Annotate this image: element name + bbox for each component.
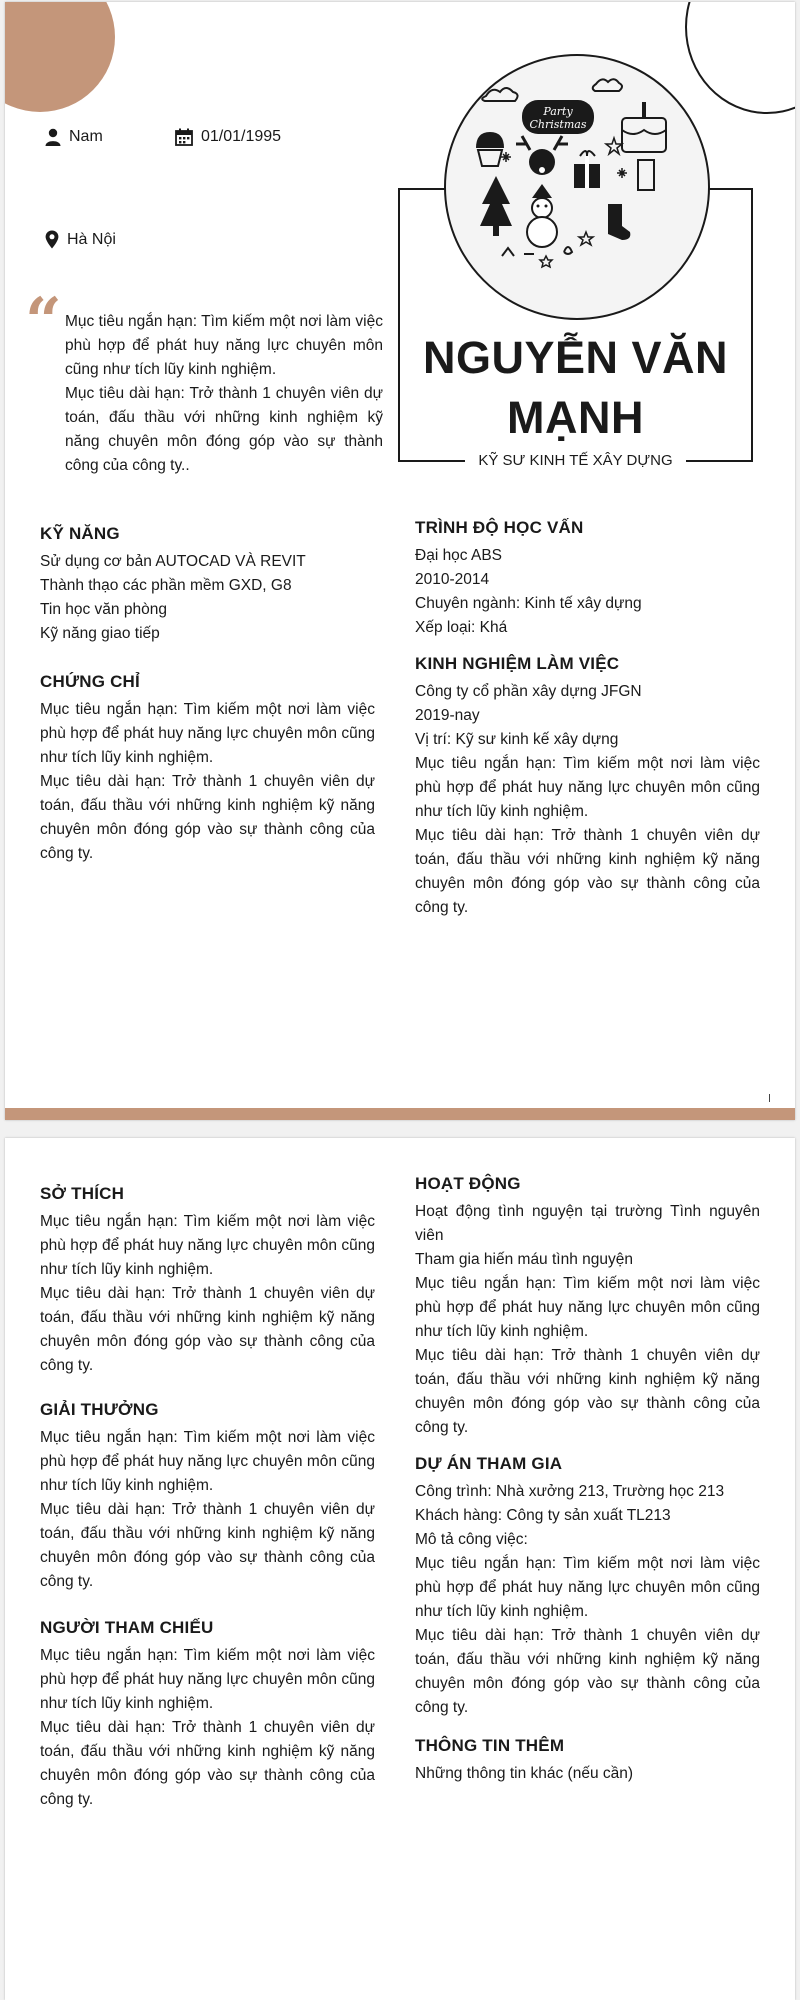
skill-item: Sử dụng cơ bản AUTOCAD VÀ REVIT (40, 553, 306, 570)
extra-info-section (415, 1736, 760, 1786)
skills-title: KỸ NĂNG (40, 524, 120, 543)
activities-paragraph-1: Mục tiêu ngắn hạn: Tìm kiếm một nơi làm việc phù hợp để phát huy năng lực chuyên môn cũng như tích lũy kinh nghiệm. (415, 1275, 760, 1340)
projects-paragraph-2: Mục tiêu dài hạn: Trở thành 1 chuyên viên dự toán, đấu thầu với những kinh nghiệm kỹ năng chuyên môn đóng góp vào sự thành công của công ty. (415, 1627, 760, 1716)
skills-section (40, 524, 375, 646)
awards-section (40, 1400, 375, 1594)
objective-section (65, 310, 383, 478)
projects-line-2: Khách hàng: Công ty sản xuất TL213 (415, 1507, 671, 1524)
hobbies-section (40, 1184, 375, 1378)
calendar-icon (175, 128, 193, 146)
activities-title: HOẠT ĐỘNG (415, 1174, 521, 1193)
location-pin-icon (45, 230, 59, 249)
skill-item: Thành thạo các phần mềm GXD, G8 (40, 577, 292, 594)
birthdate-value: 01/01/1995 (201, 128, 282, 145)
birthdate-row (175, 128, 281, 146)
location-value: Hà Nội (67, 230, 116, 248)
projects-line-1: Công trình: Nhà xưởng 213, Trường học 213 (415, 1483, 725, 1500)
christmas-doodle-image (446, 56, 708, 318)
experience-title: KINH NGHIỆM LÀM VIỆC (415, 654, 620, 673)
activities-paragraph-2: Mục tiêu dài hạn: Trở thành 1 chuyên viên dự toán, đấu thầu với những kinh nghiệm kỹ năng chuyên môn đóng góp vào sự thành công của công ty. (415, 1347, 760, 1436)
activities-line-2: Tham gia hiến máu tình nguyện (415, 1251, 633, 1268)
references-paragraph-1: Mục tiêu ngắn hạn: Tìm kiếm một nơi làm việc phù hợp để phát huy năng lực chuyên môn cũng như tích lũy kinh nghiệm. (40, 1647, 375, 1712)
objective-long: Mục tiêu dài hạn: Trở thành 1 chuyên viên dự toán, đấu thầu với những kinh nghiệm kỹ năng chuyên môn đóng góp vào sự thành công của công ty.. (65, 385, 383, 474)
projects-paragraph-1: Mục tiêu ngắn hạn: Tìm kiếm một nơi làm việc phù hợp để phát huy năng lực chuyên môn cũng như tích lũy kinh nghiệm. (415, 1555, 760, 1620)
projects-title: DỰ ÁN THAM GIA (415, 1454, 563, 1473)
references-title: NGƯỜI THAM CHIẾU (40, 1618, 214, 1637)
education-section (415, 518, 760, 640)
candidate-name (400, 328, 751, 448)
experience-paragraph-1: Mục tiêu ngắn hạn: Tìm kiếm một nơi làm việc phù hợp để phát huy năng lực chuyên môn cũng như tích lũy kinh nghiệm. (415, 755, 760, 820)
education-item: Xếp loại: Khá (415, 619, 508, 636)
references-section (40, 1618, 375, 1812)
experience-position: Vị trí: Kỹ sư kinh kế xây dựng (415, 731, 619, 748)
certificates-title: CHỨNG CHỈ (40, 672, 140, 691)
gender-row (45, 128, 103, 146)
experience-company: Công ty cổ phần xây dựng JFGN (415, 683, 642, 700)
profile-photo (444, 54, 710, 320)
person-icon (45, 128, 61, 146)
awards-paragraph-1: Mục tiêu ngắn hạn: Tìm kiếm một nơi làm việc phù hợp để phát huy năng lực chuyên môn cũng như tích lũy kinh nghiệm. (40, 1429, 375, 1494)
name-line-1: NGUYỄN VĂN (422, 332, 729, 383)
hobbies-paragraph-1: Mục tiêu ngắn hạn: Tìm kiếm một nơi làm việc phù hợp để phát huy năng lực chuyên môn cũng như tích lũy kinh nghiệm. (40, 1213, 375, 1278)
certificates-paragraph-1: Mục tiêu ngắn hạn: Tìm kiếm một nơi làm việc phù hợp để phát huy năng lực chuyên môn cũng như tích lũy kinh nghiệm. (40, 701, 375, 766)
gender-value: Nam (69, 128, 103, 145)
certificates-section (40, 672, 375, 866)
extra-info-line: Những thông tin khác (nếu cần) (415, 1765, 634, 1782)
name-line-2: MẠNH (507, 392, 644, 443)
skill-item: Tin học văn phòng (40, 601, 167, 618)
awards-title: GIẢI THƯỞNG (40, 1400, 159, 1419)
activities-line-1: Hoạt động tình nguyện tại trường Tình nguyên viên (415, 1203, 760, 1244)
experience-section (415, 654, 760, 920)
decorative-circle-top-right (685, 2, 795, 114)
decorative-circle-top-left (5, 2, 115, 112)
projects-section (415, 1454, 760, 1720)
cv-page-1 (5, 2, 795, 1120)
activities-section (415, 1174, 760, 1440)
location-row (45, 230, 116, 249)
awards-paragraph-2: Mục tiêu dài hạn: Trở thành 1 chuyên viên dự toán, đấu thầu với những kinh nghiệm kỹ năng chuyên môn đóng góp vào sự thành công của công ty. (40, 1501, 375, 1590)
page-mark (769, 1094, 770, 1102)
education-item: Chuyên ngành: Kinh tế xây dựng (415, 595, 642, 612)
photo-caption-line1: Party (543, 105, 573, 118)
experience-period: 2019-nay (415, 707, 480, 724)
objective-short: Mục tiêu ngắn hạn: Tìm kiếm một nơi làm việc phù hợp để phát huy năng lực chuyên môn cũng như tích lũy kinh nghiệm. (65, 313, 383, 378)
cv-page-2 (5, 1138, 795, 2000)
hobbies-paragraph-2: Mục tiêu dài hạn: Trở thành 1 chuyên viên dự toán, đấu thầu với những kinh nghiệm kỹ năng chuyên môn đóng góp vào sự thành công của công ty. (40, 1285, 375, 1374)
education-item: 2010-2014 (415, 571, 490, 588)
projects-line-3: Mô tả công việc: (415, 1531, 528, 1548)
accent-bottom-bar (5, 1108, 795, 1120)
job-title: KỸ SƯ KINH TẾ XÂY DỰNG (465, 451, 686, 471)
hobbies-title: SỞ THÍCH (40, 1184, 125, 1203)
quote-icon: “ (25, 284, 62, 359)
education-title: TRÌNH ĐỘ HỌC VẤN (415, 518, 584, 537)
experience-paragraph-2: Mục tiêu dài hạn: Trở thành 1 chuyên viên dự toán, đấu thầu với những kinh nghiệm kỹ năng chuyên môn đóng góp vào sự thành công của công ty. (415, 827, 760, 916)
references-paragraph-2: Mục tiêu dài hạn: Trở thành 1 chuyên viên dự toán, đấu thầu với những kinh nghiệm kỹ năng chuyên môn đóng góp vào sự thành công của công ty. (40, 1719, 375, 1808)
photo-caption-line2: Christmas (529, 118, 587, 131)
skill-item: Kỹ năng giao tiếp (40, 625, 160, 642)
education-item: Đại học ABS (415, 547, 503, 564)
extra-info-title: THÔNG TIN THÊM (415, 1736, 565, 1755)
certificates-paragraph-2: Mục tiêu dài hạn: Trở thành 1 chuyên viên dự toán, đấu thầu với những kinh nghiệm kỹ năng chuyên môn đóng góp vào sự thành công của công ty. (40, 773, 375, 862)
